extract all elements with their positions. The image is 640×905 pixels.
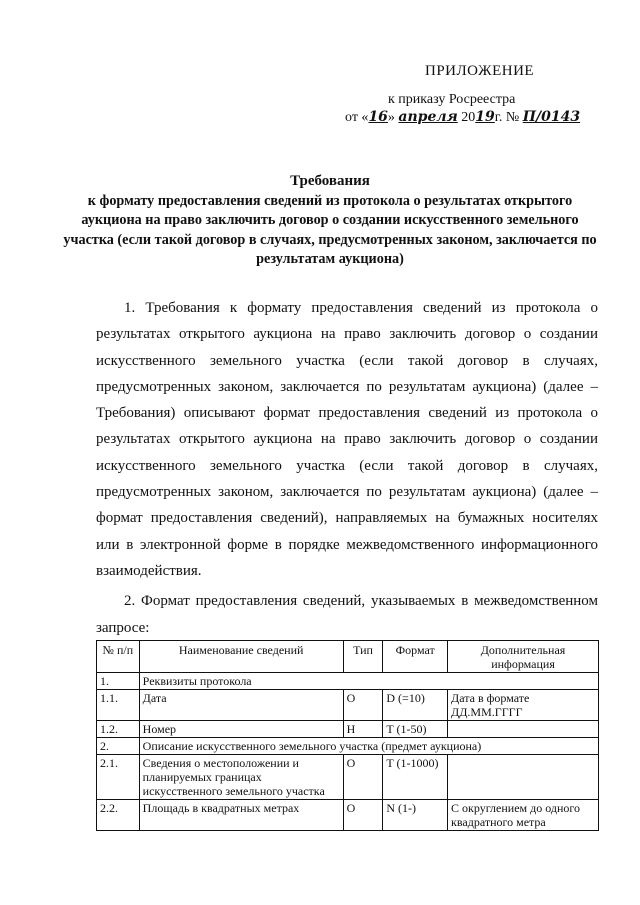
order-date-line bbox=[345, 109, 581, 126]
header-format: Формат bbox=[383, 641, 448, 673]
header-num: № п/п bbox=[97, 641, 140, 673]
row-num: 1.1. bbox=[97, 690, 140, 721]
row-num: 2. bbox=[97, 738, 140, 755]
row-type: О bbox=[343, 800, 383, 831]
table-row bbox=[97, 690, 599, 721]
row-num: 1.2. bbox=[97, 721, 140, 738]
row-name: Номер bbox=[139, 721, 343, 738]
table-row bbox=[97, 738, 599, 755]
table-header-row bbox=[97, 641, 599, 673]
row-name: Сведения о местоположении и планируемых границах искусственного земельного участка bbox=[139, 755, 343, 800]
heading-title: Требования bbox=[290, 173, 370, 189]
row-format: T (1-1000) bbox=[383, 755, 448, 800]
header-type: Тип bbox=[343, 641, 383, 673]
date-prefix: от « bbox=[345, 110, 369, 125]
date-day: 16 bbox=[368, 109, 388, 125]
row-type: О bbox=[343, 690, 383, 721]
row-format: T (1-50) bbox=[383, 721, 448, 738]
row-name: Дата bbox=[139, 690, 343, 721]
row-section: Реквизиты протокола bbox=[139, 673, 598, 690]
appendix-block bbox=[330, 63, 581, 126]
row-num: 1. bbox=[97, 673, 140, 690]
row-info: С округлением до одного квадратного метра bbox=[448, 800, 599, 831]
row-section: Описание искусственного земельного участка (предмет аукциона) bbox=[139, 738, 598, 755]
table-row bbox=[97, 673, 599, 690]
date-month: апреля bbox=[398, 109, 458, 125]
header-info: Дополнительная информация bbox=[448, 641, 599, 673]
date-year-prefix: 20 bbox=[461, 110, 476, 125]
order-reference: к приказу Росреестра bbox=[388, 92, 516, 107]
order-number: П/0143 bbox=[522, 109, 581, 125]
document-body bbox=[96, 295, 598, 641]
table-row bbox=[97, 721, 599, 738]
heading-subtitle: к формату предоставления сведений из протокола о результатах открытого аукциона на право заключить договор о создании искусственного земельного участка (если такой договор в случаях, предусмотренных законом, заключается по результатам аукциона) bbox=[63, 192, 597, 267]
requirements-table bbox=[96, 640, 599, 831]
row-format: D (=10) bbox=[383, 690, 448, 721]
row-num: 2.2. bbox=[97, 800, 140, 831]
row-type: О bbox=[343, 755, 383, 800]
date-mid: » bbox=[387, 110, 395, 125]
date-year: 19 bbox=[475, 109, 495, 125]
table-row bbox=[97, 800, 599, 831]
appendix-title: ПРИЛОЖЕНИЕ bbox=[425, 63, 535, 79]
document-heading bbox=[60, 172, 600, 270]
row-format: N (1-) bbox=[383, 800, 448, 831]
row-info bbox=[448, 721, 599, 738]
paragraph-1: 1. Требования к формату предоставления сведений из протокола о результатах открытого аукциона на право заключить договор о создании искусственного земельного участка (если такой договор в случаях, предусмотренных законом, заключается по результатам аукциона) (далее – Требования) описывают формат предоставления сведений из протокола о результатах открытого аукциона на право заключить договор о создании искусственного земельного участка (если такой договор в случаях, предусмотренных законом, заключается по результатам аукциона) (далее – формат предоставления сведений), направляемых на бумажных носителях или в электронной форме в порядке межведомственного информационного взаимодействия. bbox=[96, 300, 598, 579]
row-info bbox=[448, 755, 599, 800]
date-year-suffix: г. № bbox=[494, 110, 520, 125]
row-name: Площадь в квадратных метрах bbox=[139, 800, 343, 831]
row-type: Н bbox=[343, 721, 383, 738]
paragraph-2: 2. Формат предоставления сведений, указываемых в межведомственном запросе: bbox=[96, 593, 598, 636]
header-name: Наименование сведений bbox=[139, 641, 343, 673]
row-info: Дата в формате ДД.ММ.ГГГГ bbox=[448, 690, 599, 721]
table-row bbox=[97, 755, 599, 800]
row-num: 2.1. bbox=[97, 755, 140, 800]
